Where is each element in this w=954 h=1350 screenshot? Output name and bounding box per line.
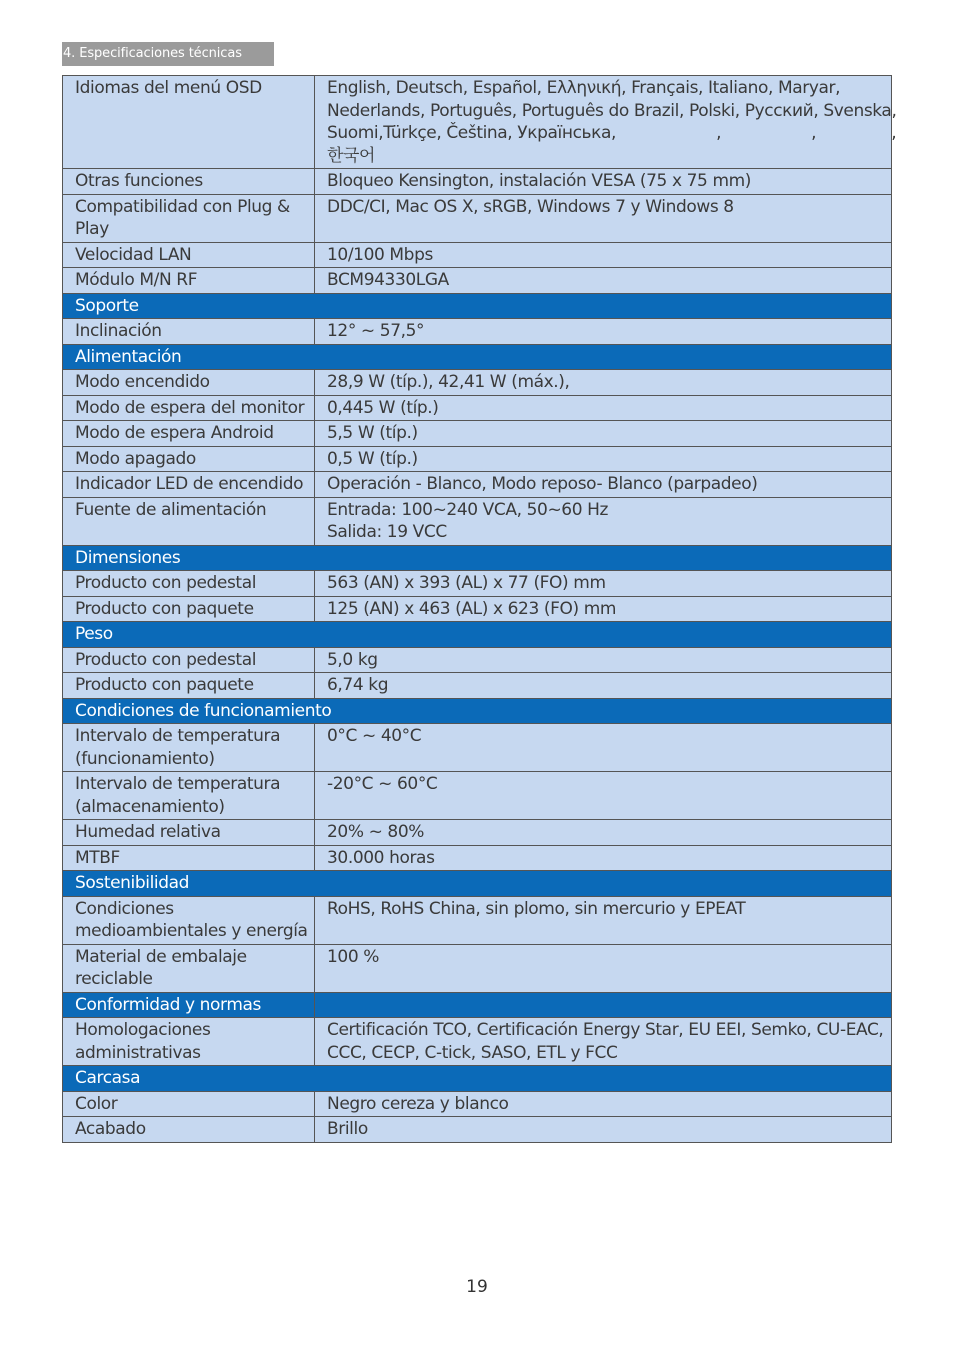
spec-row (63, 497, 892, 545)
spec-value (315, 472, 892, 498)
specifications-table-body (63, 76, 897, 1143)
spec-row (63, 845, 892, 871)
spec-label: Producto con paquete (63, 596, 315, 622)
spec-row (63, 724, 892, 772)
spec-label: Intervalo de temperatura (funcionamiento) (63, 724, 315, 772)
spec-label: Producto con pedestal (63, 571, 315, 597)
spec-value-line: Brillo (327, 1119, 368, 1139)
spec-value (315, 421, 892, 447)
spec-row (63, 647, 892, 673)
spec-value (315, 1018, 892, 1066)
spec-value-line: Entrada: 100~240 VCA, 50~60 Hz (327, 499, 609, 520)
section-heading: Dimensiones (63, 545, 892, 571)
spec-row (63, 596, 892, 622)
spec-label: Producto con pedestal (63, 647, 315, 673)
spec-value-line: Operación - Blanco, Modo reposo- Blanco (parpadeo) (327, 474, 758, 494)
spec-row (63, 896, 892, 944)
spec-label: Modo de espera Android (63, 421, 315, 447)
spec-label: Acabado (63, 1117, 315, 1143)
spec-value-line: 12° ~ 57,5° (327, 321, 425, 341)
spec-row (63, 820, 892, 846)
spec-value-line: -20°C ~ 60°C (327, 774, 438, 794)
spec-label: Modo encendido (63, 370, 315, 396)
spec-value (315, 673, 892, 699)
spec-value-line: 0,5 W (típ.) (327, 448, 418, 469)
spec-label: Otras funciones (63, 169, 315, 195)
spec-label: Indicador LED de encendido (63, 472, 315, 498)
spec-value-line: RoHS, RoHS China, sin plomo, sin mercurio y EPEAT (327, 898, 746, 919)
specifications-table (62, 75, 897, 1143)
spec-value (315, 772, 892, 820)
spec-row (63, 395, 892, 421)
spec-value-line: 0,445 W (típ.) (327, 397, 439, 418)
spec-value-line: 125 (AN) x 463 (AL) x 623 (FO) mm (327, 598, 617, 619)
spec-value-line: 30.000 horas (327, 847, 435, 868)
section-heading-row (63, 545, 892, 571)
spec-value (315, 268, 892, 294)
page-number: 19 (466, 1277, 488, 1297)
spec-row (63, 571, 892, 597)
section-heading-row (63, 293, 892, 319)
spec-label: Modo apagado (63, 446, 315, 472)
spec-label: Idiomas del menú OSD (63, 76, 315, 169)
spec-value-line: Negro cereza y blanco (327, 1093, 509, 1114)
spec-value-line: Bloqueo Kensington, instalación VESA (75 x 75 mm) (327, 171, 752, 191)
spec-value-line: English, Deutsch, Español, Ελληνική, Français, Italiano, Maryar, (327, 78, 841, 98)
spec-label: Modo de espera del monitor (63, 395, 315, 421)
spec-value-line: 10/100 Mbps (327, 244, 433, 265)
spec-label: Color (63, 1091, 315, 1117)
spec-label: Condiciones medioambientales y energía (63, 896, 315, 944)
spec-row (63, 268, 892, 294)
section-heading: Soporte (63, 293, 892, 319)
spec-row (63, 194, 892, 242)
section-heading: Peso (63, 622, 892, 648)
spec-value-line: CCC, CECP, C-tick, SASO, ETL y FCC (327, 1042, 618, 1063)
spec-row (63, 169, 892, 195)
spec-label: Inclinación (63, 319, 315, 345)
spec-label: Material de embalaje reciclable (63, 944, 315, 992)
section-heading: Sostenibilidad (63, 871, 892, 897)
spec-value (315, 1091, 892, 1117)
spec-value (315, 194, 892, 242)
spec-value (315, 395, 892, 421)
section-heading-blank-cell (315, 992, 892, 1018)
spec-value (315, 845, 892, 871)
spec-value (315, 446, 892, 472)
spec-value-line: 한국어 (327, 145, 376, 166)
spec-value (315, 169, 892, 195)
spec-value (315, 724, 892, 772)
section-heading: Carcasa (63, 1066, 892, 1092)
section-heading-row (63, 871, 892, 897)
spec-label: Velocidad LAN (63, 242, 315, 268)
section-heading-row (63, 344, 892, 370)
spec-value-line: 20% ~ 80% (327, 822, 425, 842)
spec-label: MTBF (63, 845, 315, 871)
section-heading: Condiciones de funcionamiento (63, 698, 892, 724)
spec-value-line: 28,9 W (típ.), 42,41 W (máx.), (327, 372, 570, 392)
spec-row (63, 242, 892, 268)
spec-row (63, 370, 892, 396)
spec-value (315, 319, 892, 345)
spec-label: Compatibilidad con Plug & Play (63, 194, 315, 242)
spec-label: Homologaciones administrativas (63, 1018, 315, 1066)
spec-value-line: Suomi,Türkçe, Čeština, Українська, , , , (327, 123, 897, 143)
section-heading-row (63, 1066, 892, 1092)
spec-value (315, 820, 892, 846)
spec-value (315, 76, 897, 169)
spec-value (315, 571, 892, 597)
spec-row (63, 1091, 892, 1117)
spec-label: Fuente de alimentación (63, 497, 315, 545)
spec-label: Módulo M/N RF (63, 268, 315, 294)
spec-value-line: 6,74 kg (327, 675, 389, 695)
spec-row (63, 1117, 892, 1143)
spec-value-line: BCM94330LGA (327, 270, 449, 290)
spec-value (315, 896, 892, 944)
section-heading-row (63, 698, 892, 724)
spec-row (63, 772, 892, 820)
spec-label: Intervalo de temperatura (almacenamiento) (63, 772, 315, 820)
spec-value-line: Nederlands, Português, Português do Brazil, Polski, Русский, Svenska, (327, 100, 897, 121)
spec-value (315, 242, 892, 268)
spec-value-line: Certificación TCO, Certificación Energy Star, EU EEI, Semko, CU-EAC, (327, 1020, 884, 1040)
spec-value (315, 944, 892, 992)
spec-row (63, 446, 892, 472)
spec-row (63, 76, 892, 169)
spec-row (63, 319, 892, 345)
spec-value-line: 0°C ~ 40°C (327, 726, 422, 746)
spec-value-line: Salida: 19 VCC (327, 522, 447, 542)
section-header-tab: 4. Especificaciones técnicas (62, 42, 274, 67)
spec-row (63, 1018, 892, 1066)
spec-value (315, 596, 892, 622)
spec-value (315, 647, 892, 673)
spec-value-line: 100 % (327, 946, 380, 967)
section-heading: Conformidad y normas (63, 992, 315, 1018)
section-heading-row (63, 992, 892, 1018)
spec-value (315, 497, 892, 545)
spec-row (63, 421, 892, 447)
section-heading-row (63, 622, 892, 648)
spec-value-line: DDC/CI, Mac OS X, sRGB, Windows 7 y Windows 8 (327, 196, 734, 217)
spec-row (63, 472, 892, 498)
spec-row (63, 944, 892, 992)
spec-value-line: 5,0 kg (327, 649, 378, 670)
spec-row (63, 673, 892, 699)
spec-value-line: 5,5 W (típ.) (327, 423, 418, 443)
spec-label: Humedad relativa (63, 820, 315, 846)
spec-label: Producto con paquete (63, 673, 315, 699)
spec-value (315, 1117, 892, 1143)
section-heading: Alimentación (63, 344, 892, 370)
spec-value (315, 370, 892, 396)
spec-value-line: 563 (AN) x 393 (AL) x 77 (FO) mm (327, 573, 606, 593)
